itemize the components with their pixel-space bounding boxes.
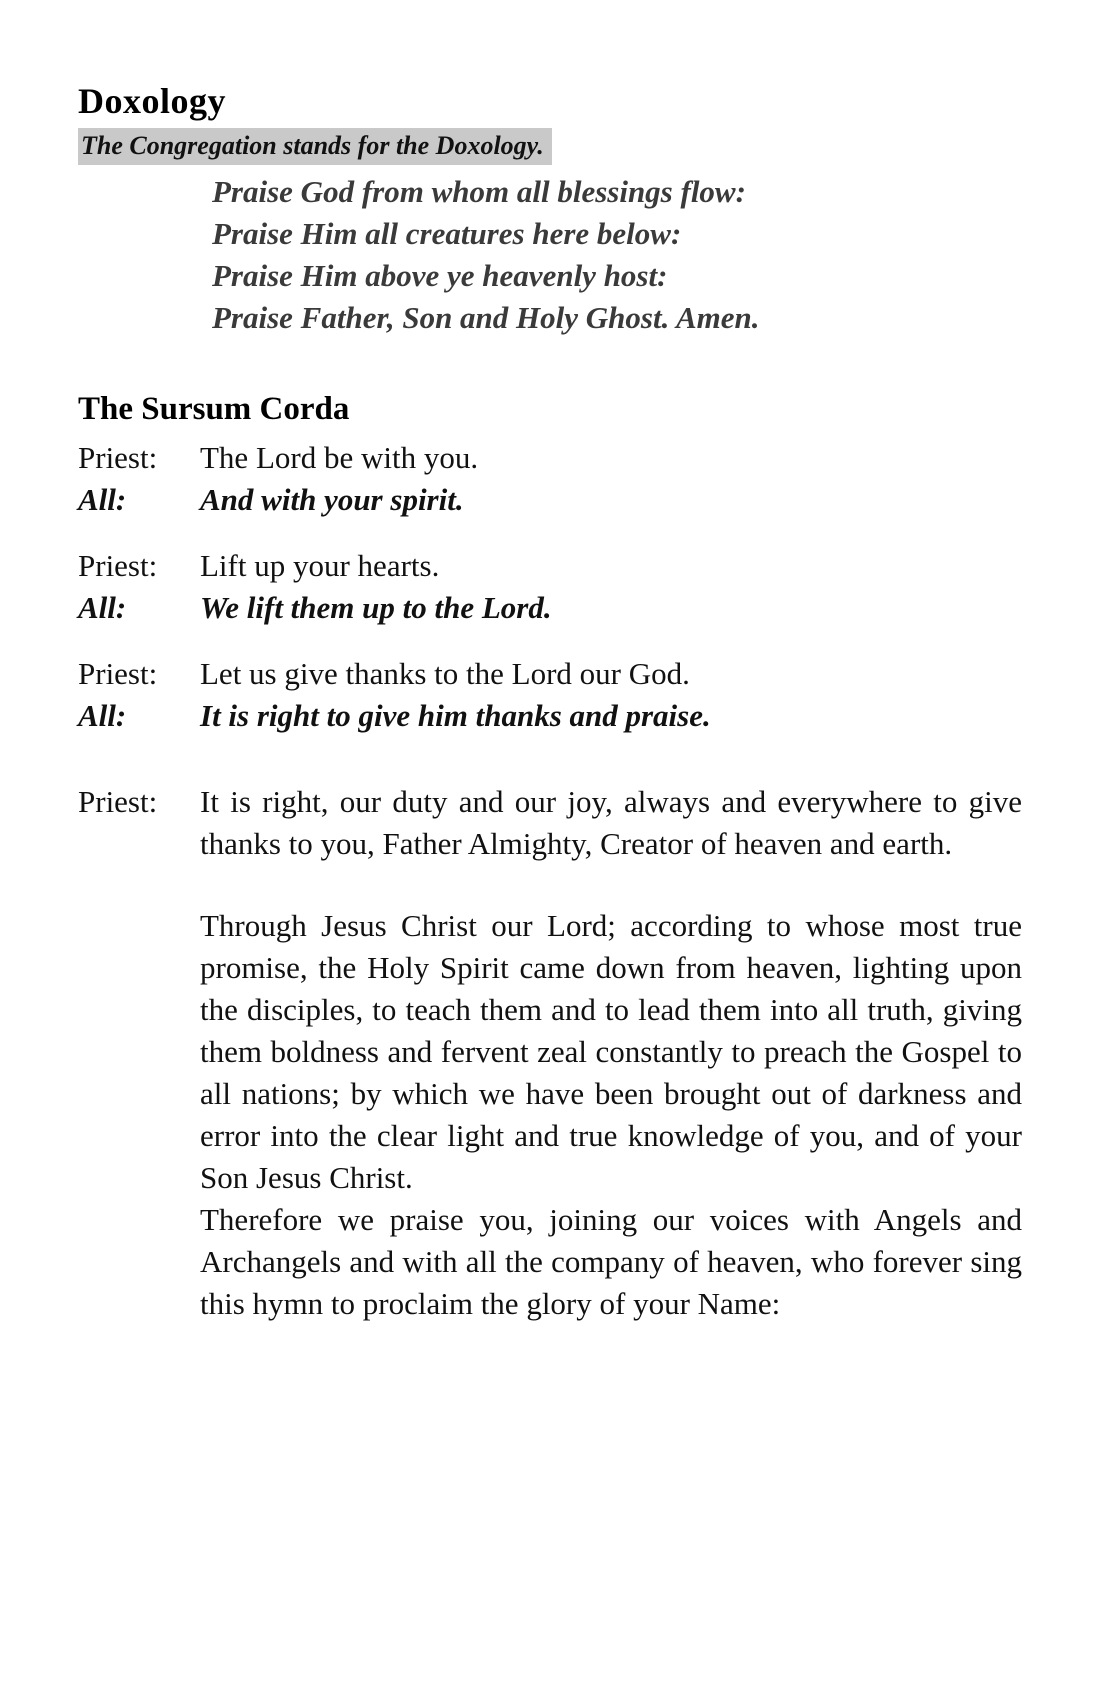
sursum-corda-dialogue <box>78 437 1022 737</box>
doxology-stanza <box>212 171 1022 339</box>
preface-block-2: Through Jesus Christ our Lord; according to whose most true promise, the Holy Spirit came down from heaven, lighting upon the disciples, to teach them and to lead them into all truth, giving them boldness and fervent zeal constantly to preach the Gospel to all nations; by which we have been brought out of darkness and error into the clear light and true knowledge of you, and of your Son Jesus Christ. <box>200 907 1022 1195</box>
doxology-line-3: Praise Him above ye heavenly host: <box>212 257 668 293</box>
preface-section <box>78 781 1022 1325</box>
doxology-line-1: Praise God from whom all blessings flow: <box>212 173 746 209</box>
speaker-label: Priest: <box>78 655 158 691</box>
versicle-pair-3 <box>78 653 1022 737</box>
page-title: Doxology <box>78 81 226 121</box>
versicle-text: It is right to give him thanks and praise. <box>200 697 711 733</box>
speaker-label: Priest: <box>78 439 158 475</box>
versicle-row <box>78 437 1022 479</box>
doxology-line-4: Praise Father, Son and Holy Ghost. Amen. <box>212 299 760 335</box>
versicle-row <box>78 587 1022 629</box>
versicle-pair-1 <box>78 437 1022 521</box>
versicle-row <box>78 479 1022 521</box>
versicle-row <box>78 545 1022 587</box>
speaker-label: Priest: <box>78 547 158 583</box>
speaker-label: All: <box>78 589 127 625</box>
doxology-line-2: Praise Him all creatures here below: <box>212 215 682 251</box>
rubric-highlight: The Congregation stands for the Doxology. <box>78 128 552 165</box>
speaker-label: All: <box>78 481 127 517</box>
speaker-label: All: <box>78 697 127 733</box>
preface-block-3: Therefore we praise you, joining our voices with Angels and Archangels and with all the company of heaven, who forever sing this hymn to proclaim the glory of your Name: <box>200 1201 1022 1321</box>
versicle-text: The Lord be with you. <box>200 439 479 475</box>
preface-paragraph: It is right, our duty and our joy, always and everywhere to give thanks to you, Father Almighty, Creator of heaven and earth. <box>200 783 1022 861</box>
versicle-row <box>78 695 1022 737</box>
versicle-pair-2 <box>78 545 1022 629</box>
versicle-text: Lift up your hearts. <box>200 547 440 583</box>
preface-block-1 <box>78 781 1022 865</box>
versicle-text: We lift them up to the Lord. <box>200 589 552 625</box>
versicle-row <box>78 653 1022 695</box>
section-title: The Sursum Corda <box>78 390 350 427</box>
versicle-text: And with your spirit. <box>200 481 464 517</box>
versicle-text: Let us give thanks to the Lord our God. <box>200 655 690 691</box>
speaker-label: Priest: <box>78 783 158 819</box>
